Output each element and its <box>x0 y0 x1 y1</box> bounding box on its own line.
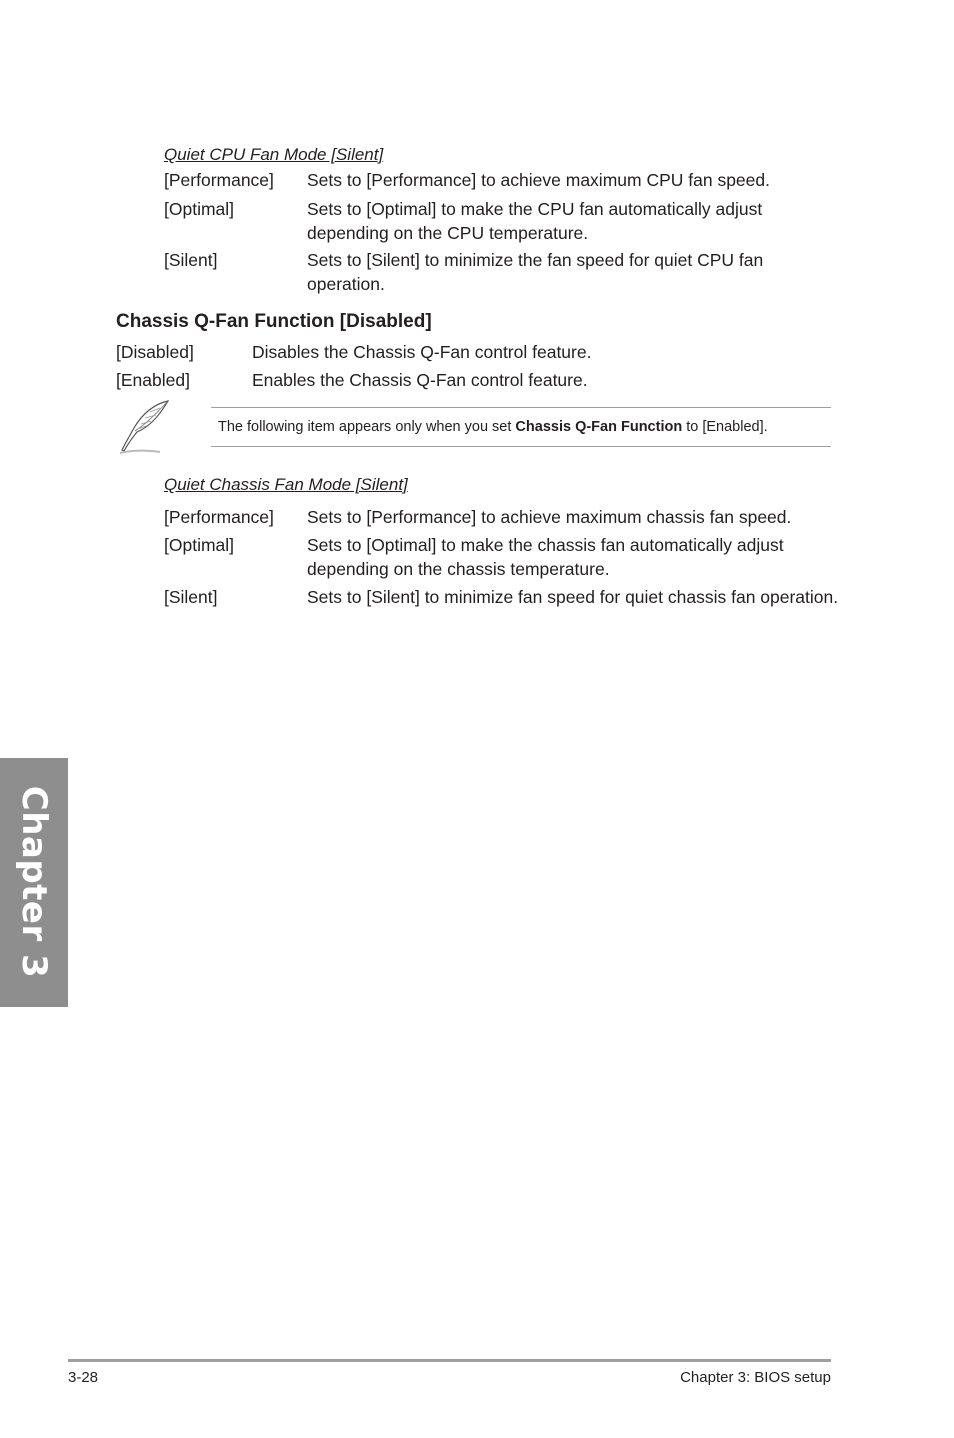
chassis-fan-option-silent-desc: Sets to [Silent] to minimize fan speed for quiet chassis fan operation. <box>307 587 839 607</box>
chassis-fan-option-optimal-desc: Sets to [Optimal] to make the chassis fan automatically adjust depending on the chassis temperature. <box>307 535 784 579</box>
chassis-fan-option-silent-label: [Silent] <box>164 587 218 607</box>
chassis-fan-option-optimal-label: [Optimal] <box>164 535 235 555</box>
note-text-bold: Chassis Q-Fan Function <box>515 419 683 435</box>
chassis-qfan-option-enabled-desc: Enables the Chassis Q-Fan control feature. <box>252 370 588 390</box>
note-text-before: The following item appears only when you set <box>218 419 516 435</box>
note-top-rule <box>211 407 831 408</box>
chapter-side-tab-label: Chapter 3 <box>14 785 54 979</box>
cpu-fan-subheading: Quiet CPU Fan Mode [Silent] <box>164 145 384 164</box>
footer-page-number: 3-28 <box>68 1369 99 1386</box>
note-bottom-rule <box>211 446 831 447</box>
cpu-fan-option-silent-label: [Silent] <box>164 250 218 270</box>
chassis-qfan-heading: Chassis Q-Fan Function [Disabled] <box>116 311 432 332</box>
chassis-fan-option-performance-label: [Performance] <box>164 507 274 527</box>
cpu-fan-option-optimal-desc: Sets to [Optimal] to make the CPU fan automatically adjust depending on the CPU temperature. <box>307 199 763 243</box>
chassis-fan-option-performance-desc: Sets to [Performance] to achieve maximum chassis fan speed. <box>307 507 792 527</box>
note-text-after: to [Enabled]. <box>682 419 768 435</box>
footer-rule <box>68 1359 831 1362</box>
cpu-fan-option-performance-label: [Performance] <box>164 170 274 190</box>
chassis-fan-subheading: Quiet Chassis Fan Mode [Silent] <box>164 475 408 494</box>
chassis-qfan-option-enabled-label: [Enabled] <box>116 370 190 390</box>
cpu-fan-option-silent-desc: Sets to [Silent] to minimize the fan speed for quiet CPU fan operation. <box>307 250 764 294</box>
chassis-qfan-option-disabled-label: [Disabled] <box>116 342 194 362</box>
cpu-fan-option-performance-desc: Sets to [Performance] to achieve maximum CPU fan speed. <box>307 170 770 190</box>
chassis-qfan-option-disabled-desc: Disables the Chassis Q-Fan control feature. <box>252 342 592 362</box>
cpu-fan-option-optimal-label: [Optimal] <box>164 199 235 219</box>
feather-pen-icon <box>114 398 174 456</box>
footer-chapter-title: Chapter 3: BIOS setup <box>680 1369 831 1386</box>
note-text <box>218 416 768 439</box>
